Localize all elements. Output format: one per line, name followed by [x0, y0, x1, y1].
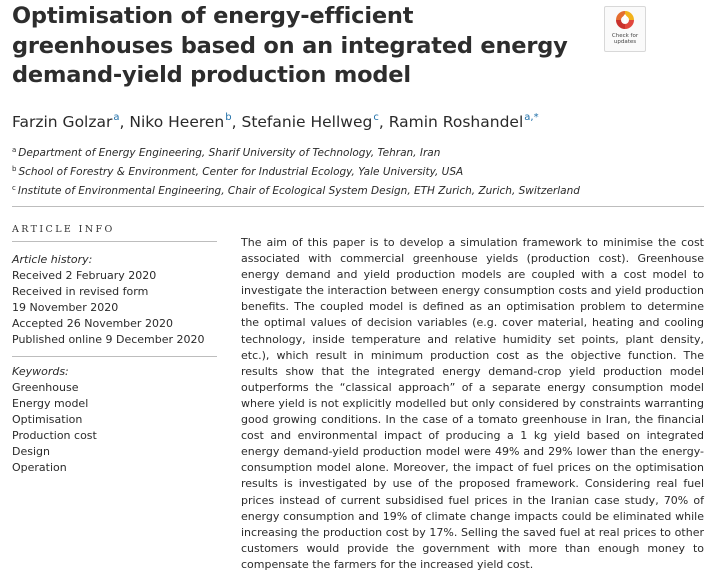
author-name[interactable]: Ramin Roshandel: [388, 113, 524, 131]
affiliation-mark: c: [12, 184, 16, 192]
author-separator: ,: [231, 113, 237, 131]
keyword-item: Energy model: [12, 397, 89, 410]
keyword-item: Greenhouse: [12, 381, 79, 394]
history-item: Received in revised form: [12, 285, 149, 298]
author-separator: ,: [378, 113, 384, 131]
article-info-divider: [12, 241, 217, 242]
author-affiliation-mark[interactable]: c: [373, 112, 379, 123]
author-name[interactable]: Farzin Golzar: [12, 113, 113, 131]
article-history-label: Article history:: [12, 253, 93, 266]
history-item: 19 November 2020: [12, 301, 119, 314]
header-divider: [12, 206, 704, 207]
keyword-item: Design: [12, 445, 50, 458]
article-info-heading: ARTICLE INFO: [12, 224, 115, 235]
affiliation-text: School of Forestry & Environment, Center for Industrial Ecology, Yale University, USA: [18, 166, 464, 178]
abstract-text: The aim of this paper is to develop a simulation framework to minimise the cost associated with commercial greenhouse yields (production cost). Greenhouse energy demand and yield production models are coupled with a cost model to investigate the interaction between energy consumption costs and yield production benefits. The coupled model is defined as an optimisation problem to determine the optimal values of decision variables (e.g. cover material, heating and cooling technology, inside temperature and relative humidity set points, plant density, etc.), which result in minimum production cost as the objective function. The results show that the integrated energy demand-crop yield production model outperforms the “classical approach” of a separate energy consumption model where yield is not explicitly modelled but only considered by constraints warranting good growing conditions. In the case of a tomato greenhouse in Iran, the financial cost and environmental impact of producing a 1 kg yield based on integrated energy demand-yield production model were 49% and 29% lower than the energy-consumption model alone. Moreover, the impact of fuel prices on the optimisation results is investigated by use of the proposed framework. Considering real fuel prices instead of current subsidised fuel prices in the Iranian case study, 70% of energy consumption and 19% of climate change impacts could be eliminated while increasing the production cost by 17%. Selling the saved fuel at real prices to other customers would provide the government with more than enough money to compensate the farmers for the increased yield cost.: [241, 236, 704, 571]
keyword-item: Optimisation: [12, 413, 83, 426]
author-separator: ,: [119, 113, 125, 131]
check-updates-label: Check for updates: [611, 33, 639, 45]
author-affiliation-mark[interactable]: a: [113, 112, 120, 123]
keyword-item: Operation: [12, 461, 67, 474]
affiliation-mark: a: [12, 146, 17, 154]
check-for-updates-button[interactable]: [604, 6, 646, 52]
article-history: [12, 252, 205, 348]
keywords: [12, 364, 97, 476]
check-updates-icon: [615, 10, 635, 32]
paper-title: Optimisation of energy-efficient greenhouses based on an integrated energy demand-yield production model: [12, 3, 568, 88]
history-item: Accepted 26 November 2020: [12, 317, 173, 330]
history-item: Published online 9 December 2020: [12, 333, 205, 346]
keyword-item: Production cost: [12, 429, 97, 442]
keywords-label: Keywords:: [12, 365, 69, 378]
affiliations: [12, 142, 580, 199]
author-name[interactable]: Niko Heeren: [129, 113, 225, 131]
affiliation: [12, 161, 580, 180]
author-affiliation-mark[interactable]: b: [225, 112, 232, 123]
affiliation-text: Institute of Environmental Engineering, Chair of Ecological System Design, ETH Zurich, Zurich, Switzerland: [17, 185, 580, 197]
history-item: Received 2 February 2020: [12, 269, 157, 282]
affiliation: [12, 180, 580, 199]
affiliation: [12, 142, 580, 161]
keywords-divider: [12, 356, 217, 357]
author-name[interactable]: Stefanie Hellweg: [241, 113, 373, 131]
author-list: [12, 112, 539, 131]
affiliation-text: Department of Energy Engineering, Sharif University of Technology, Tehran, Iran: [18, 147, 441, 159]
affiliation-mark: b: [12, 165, 17, 173]
author-affiliation-mark[interactable]: a,*: [524, 112, 539, 123]
